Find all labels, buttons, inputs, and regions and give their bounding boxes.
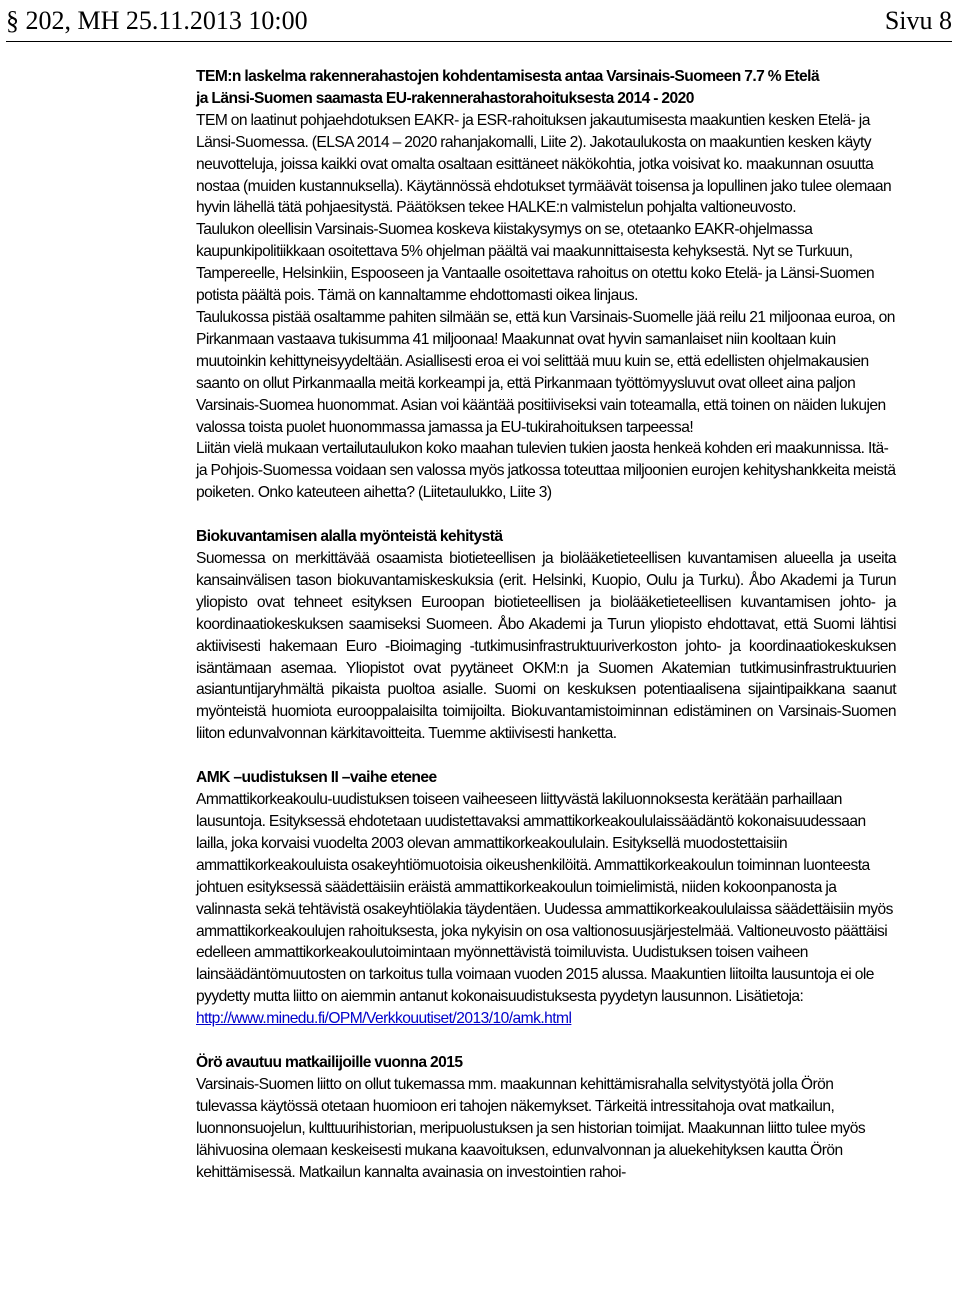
section-title: Biokuvantamisen alalla myönteistä kehitystä <box>196 528 503 546</box>
section-spacer <box>196 1030 896 1052</box>
paragraph: TEM on laatinut pohjaehdotuksen EAKR- ja ESR-rahoituksen jakautumisesta maakuntien kesken Etelä- ja Länsi-Suomessa. (ELSA 2014 – 2020 rahanjakomalli, Liite 2). Jakotaulukosta on maakuntien kesken käyty neuvotteluja, joissa kaikki ovat omalta osaltaan esittäneet näkökohtia, jotka voisivat ko. maakunnan osuutta nostaa (muiden kustannuksella). Käytännössä ehdotukset tyrmäävät toisensa ja lopullinen jako tulee olemaan hyvin lähellä tätä pohjaesitystä. Päätöksen tekee HALKE:n valmistelun pohjalta valtioneuvosto. <box>196 111 892 217</box>
section-title-line: ja Länsi-Suomen saamasta EU-rakennerahastorahoituksesta 2014 - 2020 <box>196 89 694 107</box>
paragraph: Ammattikorkeakoulu-uudistuksen toiseen vaiheeseen liittyvästä lakiluonnoksesta kerätään parhaillaan lausuntoja. Esityksessä ehdotetaan uudistettavaksi ammattikorkeakoululaissäädäntö kokonaisuudessaan lailla, joka korvaisi vuodelta 2003 olevan ammattikorkeakoululain. Esityksellä muodostettaisiin ammattikorkeakouluista osakeyhtiömuotoisia oikeushenkilöitä. Ammattikorkeakoulun toiminnan luonteesta johtuen esityksessä säädettäisiin eräistä ammattikorkeakoulun toimielimistä, niiden kokoonpanosta ja valinnasta sekä tehtävistä osakeyhtiölakia täydentäen. Uudessa ammattikorkeakoululaissa säädettäisiin myös ammattikorkeakoulujen rahoituksesta, joka nykyisin on osa valtionosuusjärjestelmää. Valtioneuvosto päättäisi edelleen ammattikorkeakoulutoimintaan myönnettävistä toimiluvista. Uudistuksen toisen vaiheen lainsäädäntömuutosten on tarkoitus tulla voimaan vuoden 2015 alussa. Maakuntien liitoilta lausuntoja ei ole pyydetty mutta liitto on aiemmin antanut kokonaisuudistuksesta pyydetyn lausunnon. Lisätietoja: <box>196 791 893 1006</box>
header-section-date: § 202, MH 25.11.2013 10:00 <box>6 6 308 35</box>
section-biokuvantaminen <box>196 526 896 745</box>
header-rule <box>6 41 952 42</box>
paragraph: Suomessa on merkittävää osaamista biotieteellisen ja biolääketieteellisen kuvantamisen alueella ja useita kansainvälisen tason biokuvantamiskeskuksia (erit. Helsinki, Kuopio, Oulu ja Turku). Åbo Akademi ja Turun yliopisto ovat tehneet esityksen Euroopan biotieteellisen ja biolääketieteellisen kuvantamisen johto- ja koordinaatiokeskuksen saamiseksi Suomeen. Åbo Akademi ja Turun yliopisto ehdottavat, että Suomi lähtisi aktiivisesti hakemaan Euro -Bioimaging -tutkimusinfrastruktuuriverkoston johto- ja koordinaatiokeskuksen isäntämaan asemaa. Yliopistot ovat pyytäneet OKM:n ja Suomen Akatemian tutkimusinfrastruktuurien asiantuntijaryhmältä pikaista puoltoa asialle. Suomi on keskuksen potentiaalisena sijaintipaikkana saanut myönteistä huomiota eurooppalaisilta toimijoilta. Biokuvantamistoiminnan edistäminen on Varsinais-Suomen liiton edunvalvonnan kärkitavoitteita. Tuemme aktiivisesti hanketta. <box>196 550 896 743</box>
minedu-link[interactable]: http://www.minedu.fi/OPM/Verkkouutiset/2013/10/amk.html <box>196 1010 572 1028</box>
section-spacer <box>196 745 896 767</box>
section-spacer <box>196 504 896 526</box>
paragraph: Taulukon oleellisin Varsinais-Suomea koskeva kiistakysymys on se, otetaanko EAKR-ohjelmassa kaupunkipolitiikkaan osoitettava 5% ohjelman päältä vai maakunnittaisesta kehyksestä. Nyt se Turkuun, Tampereelle, Helsinkiin, Espooseen ja Vantaalle osoitettava rahoitus on otettu koko Etelä- ja Länsi-Suomen potista päältä pois. Tämä on kannaltamme ehdottomasti oikea linjaus. <box>196 221 875 305</box>
section-amk-uudistus <box>196 767 896 1030</box>
section-title: AMK –uudistuksen II –vaihe etenee <box>196 769 437 787</box>
paragraph: Taulukossa pistää osaltamme pahiten silmään se, että kun Varsinais-Suomelle jää reilu 21 miljoonaa euroa, on Pirkanmaan vastaava tukisumma 41 miljoonaa! Maakunnat ovat hyvin samanlaiset niin kooltaan kuin muutoinkin kehittyneisyydeltään. Asiallisesti eroa ei voi selittää muu kuin se, että edellisten ohjelmakausien saanto on ollut Pirkanmaalla meitä korkeampi ja, että Pirkanmaan työttömyysluvut ovat olleet aina paljon Varsinais-Suomea huonommat. Asian voi kääntää positiiviseksi vain toteamalla, että toinen on näiden lukujen valossa toista puolet huonommassa jamassa ja EU-tukirahoituksen tarpeessa! <box>196 308 895 436</box>
document-body <box>196 66 896 1184</box>
paragraph: Varsinais-Suomen liitto on ollut tukemassa mm. maakunnan kehittämisrahalla selvitystyötä jolla Örön tulevassa käytössä otetaan huomioon eri tahojen näkemykset. Tärkeitä intressitahoja ovat matkailun, luonnonsuojelun, kulttuurihistorian, meripuolustuksen ja sen historian toimijat. Maakunnan liitto tulee myös lähivuosina olemaan keskeisesti mukana kaavoituksen, edunvalvonnan ja aluekehityksen kautta Örön kehittämisessä. Matkailun kannalta avainasia on investointien rahoi- <box>196 1075 866 1181</box>
section-title-line: TEM:n laskelma rakennerahastojen kohdentamisesta antaa Varsinais-Suomeen 7.7 % Etelä <box>196 68 820 85</box>
page-header <box>6 4 952 44</box>
section-rakennerahastot <box>196 66 896 504</box>
header-page-number: Sivu 8 <box>884 6 952 35</box>
section-oro <box>196 1052 896 1183</box>
section-title: Örö avautuu matkailijoille vuonna 2015 <box>196 1054 463 1072</box>
paragraph: Liitän vielä mukaan vertailutaulukon koko maahan tulevien tukien jaosta henkeä kohden eri maakunnissa. Itä- ja Pohjois-Suomessa voidaan sen valossa myös jatkossa toteuttaa miljoonien eurojen kehityshankkeita meistä poiketen. Onko kateuteen aihetta? (Liitetaulukko, Liite 3) <box>196 440 896 502</box>
